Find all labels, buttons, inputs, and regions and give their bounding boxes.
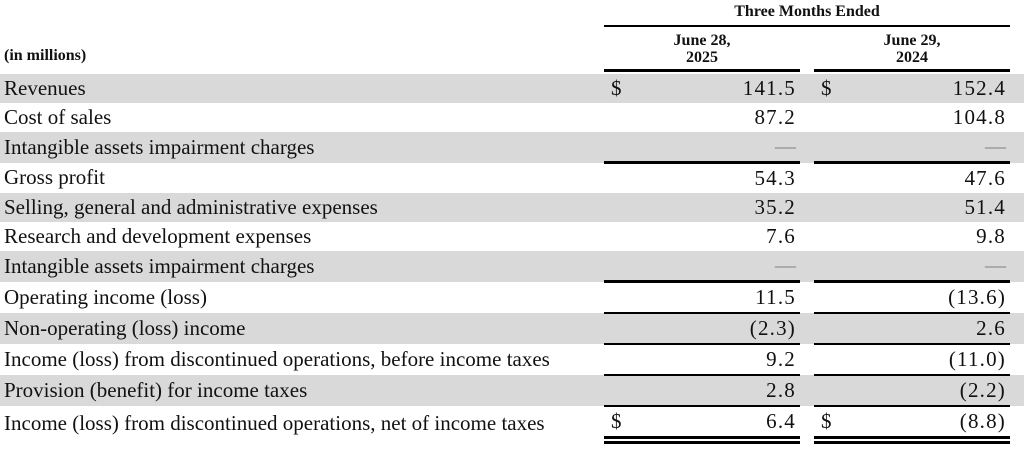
value-cell-2024 xyxy=(814,282,1010,314)
row-label: Research and development expenses xyxy=(4,224,312,248)
value-cell-2024 xyxy=(814,251,1010,282)
value-cell-2025 xyxy=(604,132,800,163)
value-2025: — xyxy=(775,253,796,277)
value-2025: 87.2 xyxy=(754,105,796,129)
value-2024: (13.6) xyxy=(948,285,1007,309)
currency-symbol: $ xyxy=(821,76,832,100)
currency-symbol: $ xyxy=(611,76,622,100)
value-2024: — xyxy=(985,253,1007,277)
value-2025: 11.5 xyxy=(755,285,796,309)
value-2025: 141.5 xyxy=(742,76,796,100)
value-2024: (8.8) xyxy=(959,409,1007,433)
value-2025: (2.3) xyxy=(749,316,796,340)
value-cell-2025 xyxy=(604,375,800,406)
row-provision-income-taxes xyxy=(0,375,1024,406)
value-2025: 9.2 xyxy=(766,347,796,371)
value-cell-2025 xyxy=(604,222,800,251)
column-header-2024 xyxy=(814,26,1010,71)
period-group-row xyxy=(0,0,1024,26)
value-cell-2024 xyxy=(814,406,1010,440)
value-cell-2024 xyxy=(814,313,1010,344)
value-cell-2024 xyxy=(814,222,1010,251)
currency-symbol: $ xyxy=(611,409,622,433)
row-rd-expenses xyxy=(0,222,1024,251)
value-cell-2025 xyxy=(604,344,800,375)
value-cell-2025 xyxy=(604,193,800,222)
value-cell-2025 xyxy=(604,251,800,282)
period-group-header: Three Months Ended xyxy=(604,0,1010,26)
value-cell-2024 xyxy=(814,163,1010,194)
row-operating-income xyxy=(0,282,1024,314)
row-intangible-impairment-1 xyxy=(0,132,1024,163)
row-label: Revenues xyxy=(0,74,604,103)
value-cell-2024 xyxy=(814,193,1010,222)
row-label: Non-operating (loss) income xyxy=(0,313,604,344)
value-2024: 9.8 xyxy=(976,224,1007,248)
value-2025: 35.2 xyxy=(754,195,796,219)
row-label: Income (loss) from discontinued operations, net of income taxes xyxy=(4,410,545,435)
currency-symbol: $ xyxy=(821,409,832,433)
value-cell-2024 xyxy=(814,375,1010,406)
value-2024: 51.4 xyxy=(964,195,1007,219)
value-cell-2025 xyxy=(604,74,800,103)
row-label: Intangible assets impairment charges xyxy=(0,251,604,282)
value-2025: 54.3 xyxy=(754,166,796,190)
row-label: Operating income (loss) xyxy=(4,284,207,309)
row-income-net-of-taxes xyxy=(0,406,1024,440)
value-2024: 104.8 xyxy=(952,105,1007,129)
value-cell-2024 xyxy=(814,74,1010,103)
row-intangible-impairment-2 xyxy=(0,251,1024,282)
value-2024: (2.2) xyxy=(959,378,1007,402)
value-cell-2025 xyxy=(604,103,800,132)
column-header-2024-line2: 2024 xyxy=(896,49,928,66)
header-spacer xyxy=(0,0,604,26)
column-header-row xyxy=(0,26,1024,71)
row-non-operating-income xyxy=(0,313,1024,344)
column-header-2025-line2: 2025 xyxy=(686,49,718,66)
value-2025: — xyxy=(775,134,796,158)
column-gap xyxy=(800,26,814,71)
row-label: Gross profit xyxy=(4,165,105,190)
column-header-2025-line1: June 28, xyxy=(673,32,731,49)
value-cell-2024 xyxy=(814,103,1010,132)
column-header-2025 xyxy=(604,26,800,71)
value-2024: 47.6 xyxy=(964,166,1007,190)
row-label: Selling, general and administrative expenses xyxy=(0,193,604,222)
value-cell-2025 xyxy=(604,406,800,440)
value-cell-2025 xyxy=(604,282,800,314)
row-label: Provision (benefit) for income taxes xyxy=(0,375,604,406)
row-revenues xyxy=(0,74,1024,103)
value-2024: 152.4 xyxy=(952,76,1007,100)
row-gross-profit xyxy=(0,163,1024,194)
value-cell-2025 xyxy=(604,313,800,344)
row-cost-of-sales xyxy=(0,103,1024,132)
value-cell-2024 xyxy=(814,132,1010,163)
value-2025: 6.4 xyxy=(766,409,796,433)
value-2024: — xyxy=(985,134,1007,158)
value-cell-2025 xyxy=(604,163,800,194)
value-cell-2024 xyxy=(814,344,1010,375)
row-label: Cost of sales xyxy=(4,105,112,129)
unit-label: (in millions) xyxy=(4,46,87,64)
value-2024: (11.0) xyxy=(948,347,1007,371)
column-header-2024-line1: June 29, xyxy=(883,32,941,49)
row-income-before-taxes xyxy=(0,344,1024,375)
value-2025: 2.8 xyxy=(766,378,796,402)
value-2025: 7.6 xyxy=(766,224,796,248)
row-label: Intangible assets impairment charges xyxy=(0,132,604,163)
value-2024: 2.6 xyxy=(976,316,1007,340)
row-sga-expenses xyxy=(0,193,1024,222)
row-label: Income (loss) from discontinued operations, before income taxes xyxy=(4,347,550,371)
